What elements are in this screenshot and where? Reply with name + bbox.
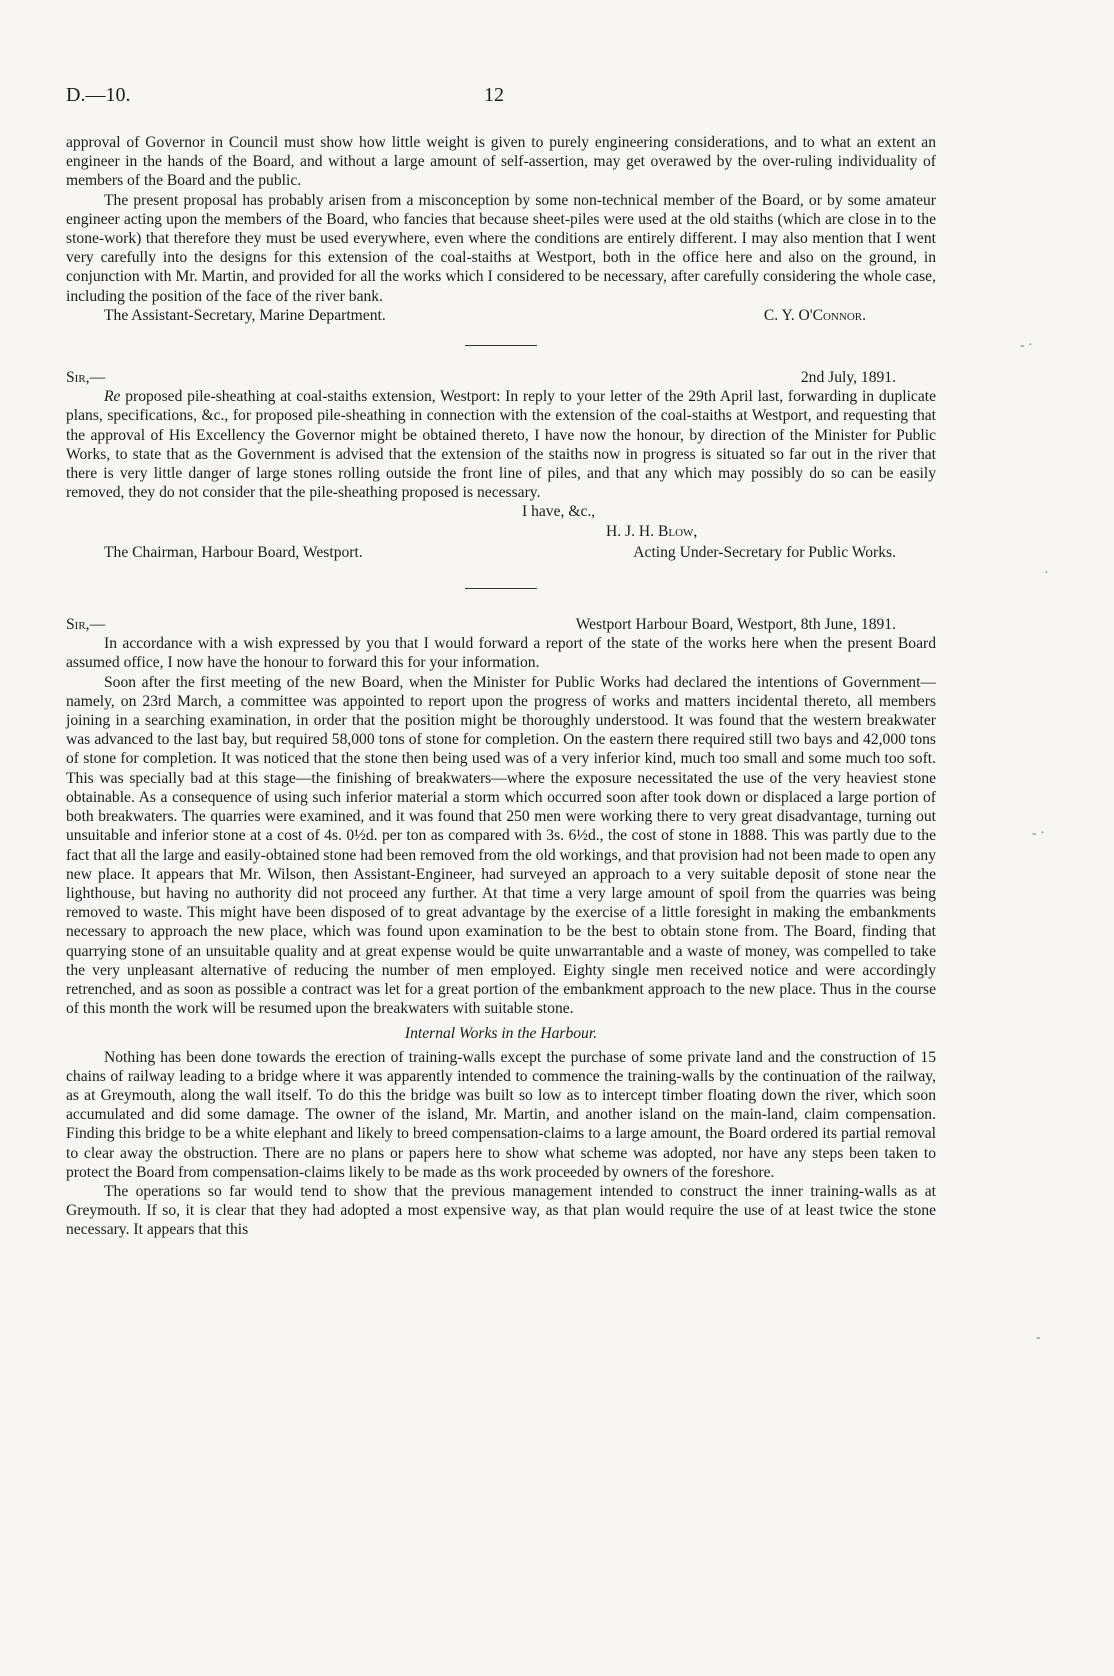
page-header xyxy=(66,84,1046,114)
re-prefix: Re xyxy=(104,388,121,406)
letter-heading xyxy=(66,615,936,634)
page-number: 12 xyxy=(484,84,504,106)
addressee: The Assistant-Secretary, Marine Department. xyxy=(104,306,386,324)
page-body xyxy=(66,133,936,1240)
signature: H. J. H. Blow, xyxy=(606,522,698,540)
margin-mark: · xyxy=(1044,566,1049,581)
paragraph: In accordance with a wish expressed by you that I would forward a report of the state of the works here when the present Board assumed office, I now have the honour to forward this for your information. xyxy=(66,635,936,672)
margin-mark: ‐ · xyxy=(1032,826,1045,841)
closing: I have, &c., xyxy=(522,503,596,521)
addressee: The Chairman, Harbour Board, Westport. xyxy=(104,543,363,561)
document-reference: D.—10. xyxy=(66,84,131,106)
letter-footer xyxy=(66,306,936,325)
margin-mark: ‑ xyxy=(1036,1330,1041,1345)
paragraph: The present proposal has probably arisen from a misconception by some non-technical member of the Board, or by some amateur engineer acting upon the members of the Board, who fancies that because sheet-piles were used at the old staiths (which are close in to the stone-work) that therefore they must be used everywhere, even where the conditions are entirely different. I may also mention that I went very carefully into the designs for this extension of the coal-staiths at Westport, both in the office here and also on the ground, in conjunction with Mr. Martin, and provided for all the works which I considered to be necessary, after carefully considering the whole case, including the position of the face of the river bank. xyxy=(66,191,936,305)
signature: C. Y. O'Connor. xyxy=(763,306,866,324)
margin-mark: ‐ · xyxy=(1020,338,1033,353)
salutation: Sir,— xyxy=(66,369,106,387)
signatory-title: Acting Under-Secretary for Public Works. xyxy=(633,543,896,561)
paragraph: Soon after the first meeting of the new Board, when the Minister for Public Works had declared the intentions of Government—namely, on 23rd March, a committee was appointed to report upon the progress of works and matters incidental thereto, all members joining in a searching examination, in order that the position might be thoroughly understood. It was found that the western breakwater was advanced to the last bay, but required 58,000 tons of stone for completion. On the eastern there required still two bays and 42,000 tons of stone for completion. It was noticed that the stone then being used was of a very inferior kind, much too small and some much too soft. This was specially bad at this stage—the finishing of breakwaters—where the exposure necessitated the use of the very heaviest stone obtainable. As a consequence of using such inferior material a storm which occurred soon after took down or displaced a large portion of both breakwaters. The quarries were examined, and it was found that 250 men were working there to very great disadvantage, turning out unsuitable and inferior stone at a cost of 4s. 0½d. per ton as compared with 3s. 6½d., the cost of stone in 1888. This was partly due to the fact that all the large and easily-obtained stone had been removed from the old workings, and that provision had not been made to open any new place. It appears that Mr. Wilson, then Assistant-Engineer, had surveyed an approach to a very suitable deposit of stone near the lighthouse, but having no authority did not proceed any further. At that time a very large amount of spoil from the quarries was being removed to waste. This might have been disposed of to great advantage by the exercise of a little foresight in making the embankments necessary to approach the new place, which was found upon examination to be the best to obtain stone from. The Board, finding that quarrying stone of an unsuitable quality and at great expense would be quite unwarrantable and a waste of money, was compelled to take the very unpleasant alternative of reducing the number of men employed. Eighty single men received notice and were accordingly retrenched, and as soon as possible a contract was let for a great portion of the embankment approach to the new place. Thus in the course of this month the work will be resumed upon the breakwaters with suitable stone. xyxy=(66,673,936,1018)
salutation: Sir,— xyxy=(66,616,106,634)
section-divider xyxy=(465,588,537,589)
letter-date: Westport Harbour Board, Westport, 8th June, 1891. xyxy=(575,616,896,634)
paragraph: The operations so far would tend to show that the previous management intended to construct the inner training-walls as at Greymouth. If so, it is clear that they had adopted a most expensive way, as that plan would require the use of at least twice the stone necessary. It appears that this xyxy=(66,1182,936,1239)
paragraph: Nothing has been done towards the erection of training-walls except the purchase of some private land and the construction of 15 chains of railway leading to a bridge where it was apparently intended to commence the training-walls by the continuation of the railway, as at Greymouth, along the wall itself. To do this the bridge was built so low as to intercept timber floating down the river, which soon accumulated and did some damage. The owner of the island, Mr. Martin, and another island on the main-land, claim compensation. Finding this bridge to be a white elephant and likely to breed compensation-claims to a large amount, the Board ordered its partial removal to clear away the obstruction. There are no plans or papers here to show what scheme was adopted, nor have any steps been taken to protect the Board from compensation-claims likely to be made as ths work proceeded by owners of the foreshore. xyxy=(66,1048,936,1181)
letter-body: proposed pile-sheathing at coal-staiths extension, Westport: In reply to your letter of the 29th April last, forwarding in duplicate plans, specifications, &c., for proposed pile-sheathing in connection with the extension of the coal-staiths at Westport, and requesting that the approval of His Excellency the Governor might be obtained thereto, I have now the honour, by direction of the Minister for Public Works, to state that as the Government is advised that the extension of the staiths now in progress is situated so far out in the river that there is very little danger of large stones rolling outside the front line of piles, and that any which may possibly do so can be easily removed, they do not consider that the pile-sheathing proposed is necessary. xyxy=(66,388,936,502)
paragraph xyxy=(66,387,936,502)
section-divider xyxy=(465,345,537,346)
letter-footer xyxy=(66,543,936,562)
letter-heading xyxy=(66,368,936,387)
letter-date: 2nd July, 1891. xyxy=(800,369,896,387)
section-subheading: Internal Works in the Harbour. xyxy=(404,1025,598,1043)
paragraph: approval of Governor in Council must show how little weight is given to purely engineering considerations, and to what an extent an engineer in the hands of the Board, and without a large amount of self-assertion, may get overawed by the over-ruling individuality of members of the Board and the public. xyxy=(66,134,936,190)
